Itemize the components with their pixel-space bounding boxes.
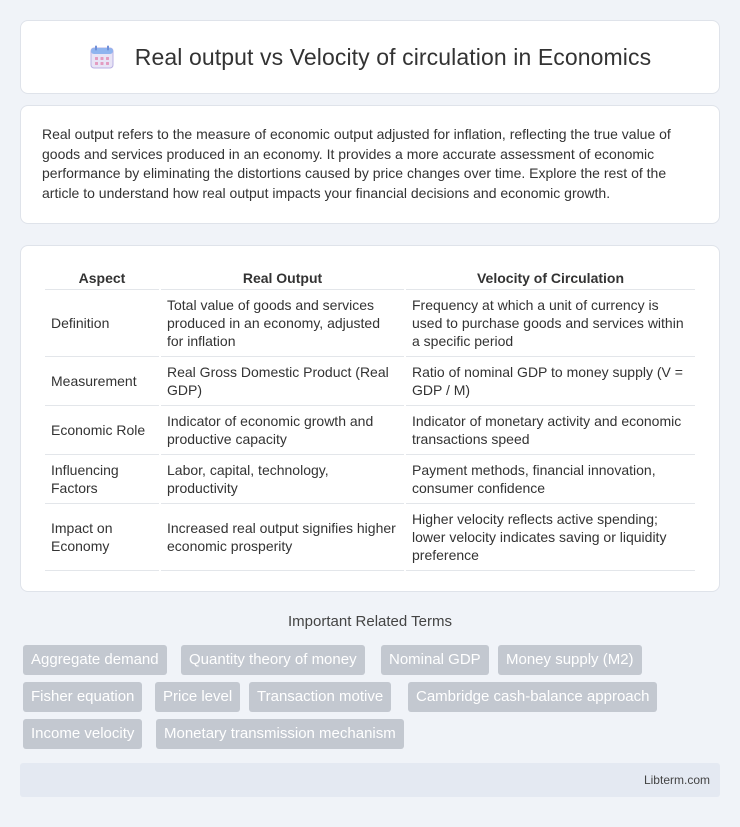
intro-text: Real output refers to the measure of economic output adjusted for inflation, reflecting the true value of goods and services produced in an economy. It provides a more accurate assessment of economic performance by eliminating the distortions caused by price changes over time. Explore the rest of the article to understand how real output impacts your financial decisions and economic growth. [42, 126, 671, 201]
column-header-aspect: Aspect [45, 266, 159, 290]
row-real-output-cell: Total value of goods and services produced in an economy, adjusted for inflation [161, 290, 404, 357]
related-term-tag[interactable]: Aggregate demand [23, 645, 167, 675]
table-row [45, 406, 695, 455]
footer [20, 763, 720, 797]
table-row [45, 357, 695, 406]
table-row [45, 504, 695, 571]
footer-site-link[interactable]: Libterm.com [643, 773, 710, 787]
related-terms-title: Important Related Terms [288, 613, 452, 630]
row-aspect-cell: Impact on Economy [45, 504, 159, 571]
column-header-real-output: Real Output [161, 266, 404, 290]
related-term-tag[interactable]: Income velocity [23, 719, 142, 749]
row-aspect-cell: Definition [45, 290, 159, 357]
row-aspect-cell: Economic Role [45, 406, 159, 455]
table-header-row [45, 266, 695, 290]
related-term-tag[interactable]: Monetary transmission mechanism [156, 719, 404, 749]
row-velocity-cell: Indicator of monetary activity and economic transactions speed [406, 406, 695, 455]
row-real-output-cell: Labor, capital, technology, productivity [161, 455, 404, 504]
row-aspect-cell: Measurement [45, 357, 159, 406]
page-title: Real output vs Velocity of circulation in Economics [134, 43, 652, 70]
row-velocity-cell: Higher velocity reflects active spending; lower velocity indicates saving or liquidity preference [406, 504, 695, 571]
row-real-output-cell: Increased real output signifies higher economic prosperity [161, 504, 404, 571]
related-term-tag[interactable]: Cambridge cash-balance approach [408, 682, 657, 712]
row-aspect-cell: Influencing Factors [45, 455, 159, 504]
related-term-tag[interactable]: Price level [155, 682, 240, 712]
related-term-tag[interactable]: Nominal GDP [381, 645, 489, 675]
row-velocity-cell: Frequency at which a unit of currency is used to purchase goods and services within a specific period [406, 290, 695, 357]
row-real-output-cell: Real Gross Domestic Product (Real GDP) [161, 357, 404, 406]
row-real-output-cell: Indicator of economic growth and productive capacity [161, 406, 404, 455]
table-row [45, 290, 695, 357]
related-term-tag[interactable]: Quantity theory of money [181, 645, 365, 675]
column-header-velocity: Velocity of Circulation [406, 266, 695, 290]
calendar-icon [89, 44, 115, 70]
comparison-table-card [20, 245, 720, 592]
related-term-tag[interactable]: Fisher equation [23, 682, 142, 712]
row-velocity-cell: Ratio of nominal GDP to money supply (V = GDP / M) [406, 357, 695, 406]
intro-card [20, 105, 720, 224]
related-term-tag[interactable]: Money supply (M2) [498, 645, 642, 675]
comparison-table [43, 266, 697, 571]
table-row [45, 455, 695, 504]
title-card [20, 20, 720, 94]
related-term-tag[interactable]: Transaction motive [249, 682, 391, 712]
row-velocity-cell: Payment methods, financial innovation, consumer confidence [406, 455, 695, 504]
